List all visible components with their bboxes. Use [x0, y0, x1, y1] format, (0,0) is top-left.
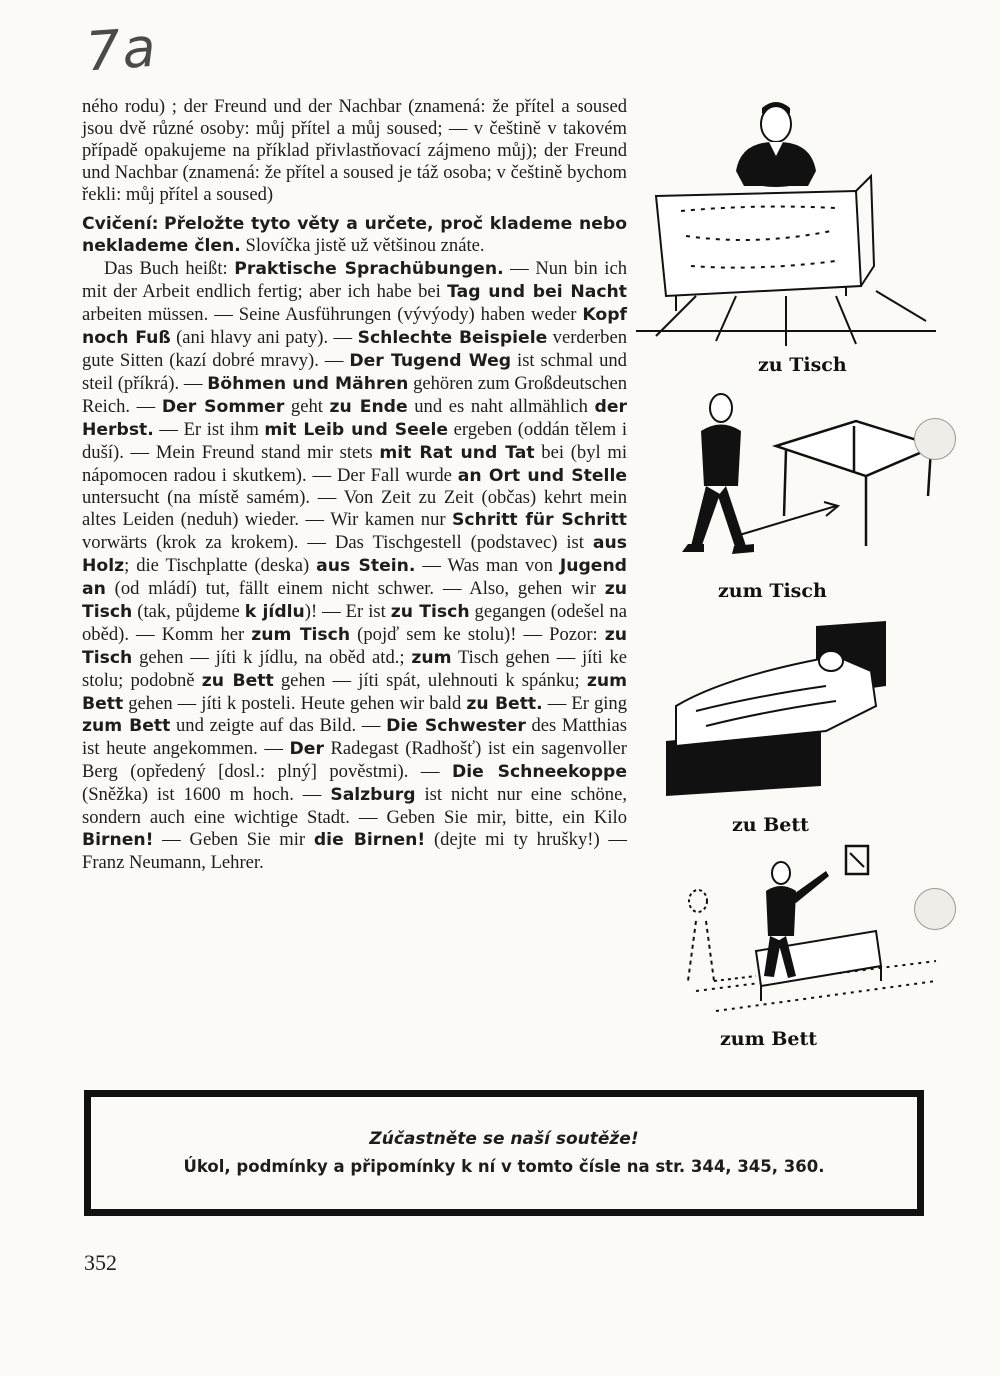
sentence-emphasis: Der [289, 739, 324, 760]
sentence-emphasis: zu Bett [201, 670, 274, 691]
sentence-text: ist schmal und steil (příkrá). — [82, 349, 627, 394]
sentence-text: Das Buch heißt: [104, 258, 235, 280]
sentence-emphasis: an Ort und Stelle [457, 465, 627, 486]
sentence-emphasis: Praktische Sprachübungen. [234, 259, 504, 280]
sentence-text: Tisch gehen — jíti ke stolu; podobně [82, 646, 628, 691]
sentence-emphasis: Der Tugend Weg [349, 350, 512, 371]
sentence-text: gegangen (odešel na oběd). — Komm her [82, 600, 627, 645]
sentence-emphasis: mit Rat und Tat [379, 442, 535, 463]
sentence-text: (tak, půjdeme [132, 600, 245, 622]
sentence-emphasis: zu Tisch [82, 579, 627, 622]
sentence-text: ist nicht nur eine schöne, sondern auch eine wichtige Stadt. — Geben Sie mir, bitte, ein Kilo [82, 784, 627, 829]
sentence-emphasis: mit Leib und Seele [264, 419, 449, 440]
sentence-emphasis: Schlechte Beispiele [357, 328, 548, 349]
caption-zu-tisch: zu Tisch [758, 354, 847, 376]
sentence-emphasis: Böhmen und Mähren [207, 373, 409, 394]
page-number: 352 [84, 1250, 117, 1275]
sentence-text: — Er ging [542, 692, 627, 714]
banner-title: Zúčastněte se naší soutěže! [369, 1129, 639, 1149]
sentence-text: )! — Er ist [304, 600, 391, 622]
sentence-emphasis: der Herbst. [82, 396, 627, 440]
handwritten-note: 7a [83, 15, 160, 84]
illustrations-column [636, 96, 942, 1056]
sentence-text: (dejte mi ty hrušky!) — Franz Neumann, Lehrer. [82, 829, 627, 873]
sentence-emphasis: zum Tisch [251, 624, 351, 645]
exercise-instruction: Přeložte tyto věty a určete, proč klademe nebo neklademe člen. [82, 213, 628, 257]
sentence-text: — Nun bin ich mit der Arbeit endlich fertig; aber ich habe bei [82, 258, 628, 303]
sentence-text: (od mládí) tut, fällt einem nicht schwer. — Also, gehen wir [105, 578, 605, 600]
sentence-emphasis: zu Ende [329, 396, 408, 417]
sentence-emphasis: zum Bett [82, 670, 627, 714]
caption-zum-tisch: zum Tisch [718, 580, 827, 602]
sentence-emphasis: Jugend an [82, 556, 627, 600]
paragraph-intro [82, 96, 627, 206]
exercise-label: Cvičení: [82, 213, 159, 234]
sentence-text: gehen — jíti spát, ulehnouti k spánku; [273, 669, 587, 691]
banner-subtitle: Úkol, podmínky a připomínky k ní v tomto čísle na str. 344, 345, 360. [183, 1157, 825, 1176]
sentence-text: verderben gute Sitten (kazí dobré mravy). — [82, 327, 627, 371]
sentence-text: des Matthias ist heute angekommen. — [82, 715, 627, 760]
illustration-man-walking-to-bed [636, 841, 942, 1026]
sentence-text: — Was man von [415, 555, 560, 577]
sentence-emphasis: Kopf noch Fuß [82, 305, 627, 349]
sentence-emphasis: die Birnen! [313, 830, 426, 850]
sentence-text: (Sněžka) ist 1600 m hoch. — [82, 784, 331, 806]
sentence-emphasis: Tag und bei Nacht [447, 282, 627, 303]
paragraph-exercise [82, 213, 627, 259]
caption-zum-bett: zum Bett [720, 1028, 818, 1050]
illustration-man-walking-to-table [636, 386, 942, 576]
sentence-emphasis: k jídlu [244, 601, 305, 622]
sentence-emphasis: zu Bett. [466, 693, 543, 714]
sentence-text: gehen — jíti k posteli. Heute gehen wir bald [123, 692, 467, 714]
sentence-text: gehören zum Großdeutschen Reich. — [82, 372, 627, 417]
sentence-text: ; die Tischplatte (deska) [124, 555, 317, 577]
sentence-emphasis: Schritt für Schritt [452, 510, 627, 531]
intro-text: ného rodu) ; der Freund und der Nachbar (znamená: že přítel a soused jsou dvě různé osoby: můj přítel a můj soused; — v češtině v takovém případě opakujeme na příklad přivlastňovací zájmeno můj); der Freund und Nachbar (znamená: že přítel a soused je táž osoba; v češtině bychom řekli: můj přítel a soused) [82, 96, 627, 205]
sentence-text: (ani hlavy ani paty). — [170, 327, 358, 349]
sentence-emphasis: aus Holz [82, 533, 627, 577]
sentence-text: und zeigte auf das Bild. — [170, 715, 387, 737]
sentence-text: untersucht (na místě samém). — Von Zeit zu Zeit (občas) kehrt mein altes Leiden (neduh) wieder. — Wir kamen nur [82, 487, 627, 531]
sentence-text: und es naht allmählich [407, 395, 595, 417]
sentence-text: Radegast (Radhošť) ist ein sagenvoller Berg (opředený [dosl.: plný] pověstmi). — [82, 738, 628, 783]
sentence-text: — Geben Sie mir [153, 829, 314, 850]
binder-hole-top [914, 418, 956, 460]
sentence-text: (pojď sem ke stolu)! — Pozor: [350, 623, 605, 645]
sentence-text: vorwärts (krok za krokem). — Das Tischgestell (podstavec) ist [82, 532, 593, 554]
sentence-emphasis: Birnen! [82, 830, 154, 850]
sentence-emphasis: Der Sommer [161, 396, 285, 417]
caption-zu-bett: zu Bett [732, 814, 809, 836]
contest-banner [84, 1090, 924, 1216]
exercise-note: Slovíčka jistě už většinou znáte. [240, 235, 485, 257]
sentence-emphasis: zum [411, 647, 452, 668]
sentence-emphasis: Die Schwester [386, 716, 526, 737]
sentence-text: geht [284, 395, 330, 417]
sentence-text: arbeiten müssen. — Seine Ausführungen (vývýody) haben weder [82, 304, 583, 326]
text-column [82, 96, 627, 874]
sentence-emphasis: Die Schneekoppe [451, 762, 627, 783]
paragraph-sentences [82, 258, 627, 873]
sentence-emphasis: zu Tisch [390, 601, 470, 622]
sentence-text: ergeben (oddán tělem i duší). — Mein Freund stand mir stets [82, 418, 627, 463]
illustration-man-eating-at-table [636, 96, 942, 366]
sentence-emphasis: aus Stein. [316, 556, 416, 577]
sentence-emphasis: zum Bett [82, 716, 171, 737]
binder-hole-bottom [914, 888, 956, 930]
sentence-emphasis: zu Tisch [82, 624, 627, 668]
illustration-person-in-bed [636, 616, 942, 806]
sentence-text: — Er ist ihm [153, 418, 265, 440]
sentence-text: bei (byl mi nápomocen radou i skutkem). — Der Fall wurde [82, 441, 627, 486]
sentence-emphasis: Salzburg [330, 785, 416, 806]
sentence-text: gehen — jíti k jídlu, na oběd atd.; [132, 646, 412, 668]
